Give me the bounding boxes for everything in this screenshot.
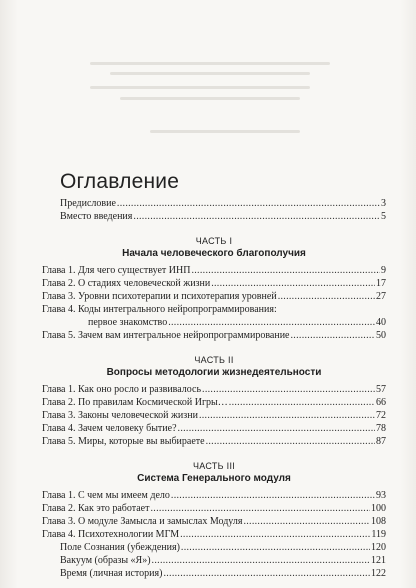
toc-entry[interactable] xyxy=(42,515,386,528)
toc-entry[interactable] xyxy=(42,409,386,422)
toc-entry[interactable] xyxy=(42,316,386,329)
entry-page: 40 xyxy=(376,317,386,328)
dot-leader xyxy=(291,329,376,342)
entry-page: 50 xyxy=(376,330,386,341)
part-title: Вопросы методологии жизнедеятельности xyxy=(106,367,322,378)
dot-leader xyxy=(206,435,375,448)
toc-heading: Оглавление xyxy=(60,170,180,193)
toc-entry[interactable] xyxy=(42,422,386,435)
toc-entry[interactable] xyxy=(42,210,386,223)
entry-page: 17 xyxy=(376,278,386,289)
entry-title: Глава 5. Миры, которые вы выбираете xyxy=(42,436,205,447)
dot-leader xyxy=(278,290,375,303)
toc-entry[interactable] xyxy=(42,197,386,210)
entry-title: Глава 2. Как это работает xyxy=(42,503,150,514)
dot-leader xyxy=(152,554,370,567)
bleed-through-text xyxy=(150,130,300,133)
toc-entry-first-line[interactable]: Глава 4. Коды интегрального нейропрограммирования: xyxy=(42,304,277,315)
entry-title-continuation: первое знакомство xyxy=(88,317,168,328)
toc-entry[interactable] xyxy=(42,329,386,342)
entry-title: Глава 3. Законы человеческой жизни xyxy=(42,410,198,421)
entry-title: Глава 2. По правилам Космической Игры… xyxy=(42,397,228,408)
entry-page: 9 xyxy=(381,265,386,276)
entry-title: Глава 1. С чем мы имеем дело xyxy=(42,490,170,501)
entry-page: 5 xyxy=(381,211,386,222)
entry-page: 66 xyxy=(376,397,386,408)
entry-title: Глава 1. Как оно росло и развивалось xyxy=(42,384,202,395)
part-title: Система Генерального модуля xyxy=(137,473,291,484)
dot-leader xyxy=(181,541,370,554)
toc-entry[interactable] xyxy=(42,435,386,448)
entry-title: Глава 3. Уровни психотерапии и психотерапия уровней xyxy=(42,291,277,302)
dot-leader xyxy=(151,502,371,515)
dot-leader xyxy=(211,277,375,290)
entry-page: 121 xyxy=(371,555,386,566)
toc-entry[interactable] xyxy=(42,290,386,303)
entry-title: Глава 4. Зачем человеку бытие? xyxy=(42,423,177,434)
toc-subentry[interactable] xyxy=(42,567,386,580)
entry-title: Глава 2. О стадиях человеческой жизни xyxy=(42,278,211,289)
entry-page: 93 xyxy=(376,490,386,501)
toc-subentry[interactable] xyxy=(42,554,386,567)
dot-leader xyxy=(168,316,375,329)
bleed-through-text xyxy=(120,97,300,100)
part-label: ЧАСТЬ II xyxy=(194,355,234,365)
dot-leader xyxy=(199,409,375,422)
entry-page: 100 xyxy=(371,503,386,514)
entry-title: Время (личная история) xyxy=(60,568,163,579)
part-label: ЧАСТЬ I xyxy=(195,236,233,246)
entry-page: 120 xyxy=(371,542,386,553)
dot-leader xyxy=(229,396,375,409)
entry-title: Глава 3. О модуле Замысла и замыслах Модуля xyxy=(42,516,243,527)
entry-title: Поле Сознания (убеждения) xyxy=(60,542,180,553)
dot-leader xyxy=(178,422,375,435)
entry-page: 27 xyxy=(376,291,386,302)
bleed-through-text xyxy=(110,72,310,75)
entry-title: Вместо введения xyxy=(60,211,133,222)
toc-entry[interactable] xyxy=(42,383,386,396)
entry-title: Глава 5. Зачем вам интегральное нейропрограммирование xyxy=(42,330,290,341)
dot-leader xyxy=(171,489,375,502)
bleed-through-text xyxy=(90,86,310,89)
toc-entry[interactable] xyxy=(42,264,386,277)
dot-leader xyxy=(243,515,370,528)
dot-leader xyxy=(180,528,370,541)
entry-page: 78 xyxy=(376,423,386,434)
entry-title: Предисловие xyxy=(60,198,116,209)
toc-entry[interactable] xyxy=(42,396,386,409)
toc-subentry[interactable] xyxy=(42,541,386,554)
entry-page: 3 xyxy=(381,198,386,209)
entry-title: Глава 4. Психотехнологии МГМ xyxy=(42,529,180,540)
toc-entry[interactable] xyxy=(42,277,386,290)
dot-leader xyxy=(163,567,370,580)
entry-page: 122 xyxy=(371,568,386,579)
toc-entry[interactable] xyxy=(42,502,386,515)
entry-page: 57 xyxy=(376,384,386,395)
entry-title: Вакуум (образы «Я») xyxy=(60,555,151,566)
entry-page: 119 xyxy=(371,529,386,540)
entry-page: 87 xyxy=(376,436,386,447)
dot-leader xyxy=(133,210,380,223)
toc-entry[interactable] xyxy=(42,528,386,541)
part-label: ЧАСТЬ III xyxy=(192,461,236,471)
entry-page: 72 xyxy=(376,410,386,421)
dot-leader xyxy=(117,197,380,210)
part-title: Начала человеческого благополучия xyxy=(122,248,306,259)
table-of-contents xyxy=(42,197,386,580)
entry-page: 108 xyxy=(371,516,386,527)
entry-title: Глава 1. Для чего существует ИНП xyxy=(42,265,191,276)
dot-leader xyxy=(191,264,380,277)
toc-entry[interactable] xyxy=(42,489,386,502)
bleed-through-text xyxy=(90,62,330,65)
dot-leader xyxy=(202,383,375,396)
